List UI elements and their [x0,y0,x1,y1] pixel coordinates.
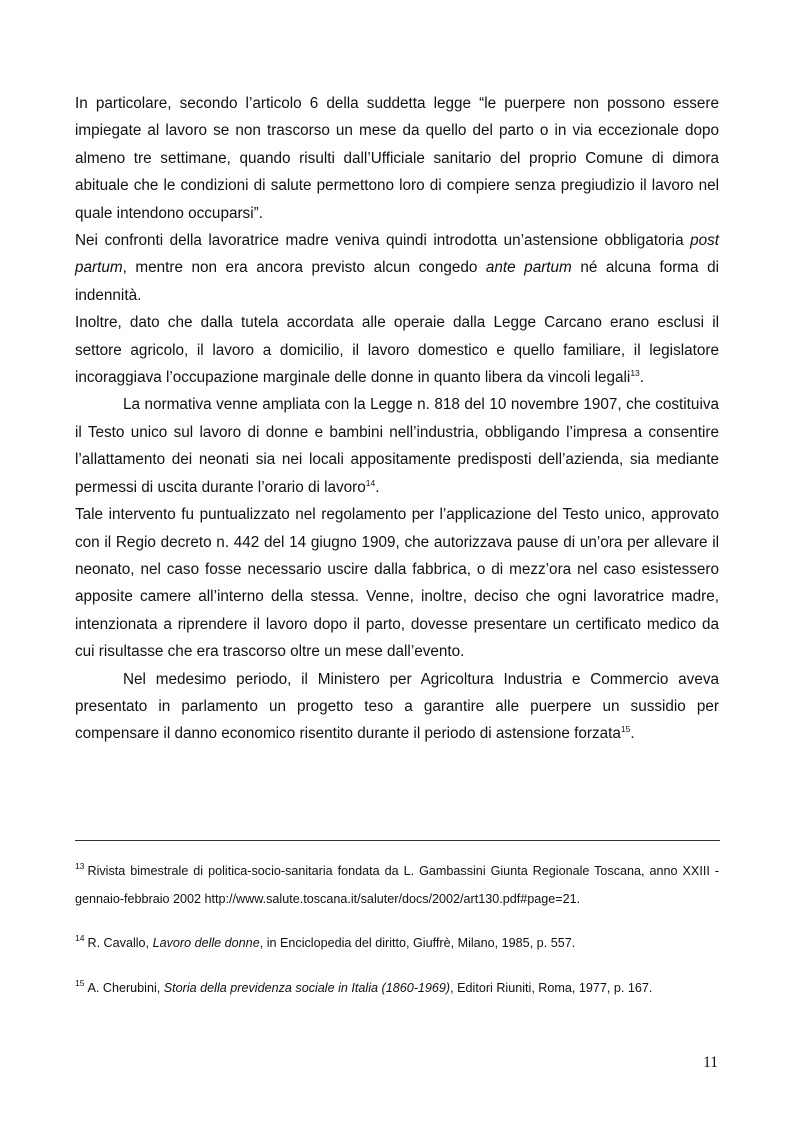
footnote-publication: , Editori Riuniti, Roma, 1977, p. 167. [450,980,653,995]
footnote-ref-13[interactable]: 13 [630,368,640,379]
main-text [75,90,719,748]
footnote-13 [75,858,719,913]
footnote-ref-15[interactable]: 15 [620,724,631,735]
paragraph-2-text-a: Nei confronti della lavoratrice madre veniva quindi introdotta un’astensione obbligatoria [75,232,691,250]
footnote-14 [75,930,719,958]
paragraph-4-end: . [375,478,380,496]
footnote-ref-14[interactable]: 14 [365,477,376,488]
footnote-text: Rivista bimestrale di politica-socio-sanitaria fondata da L. Gambassini Giunta Regionale Toscana, anno XXIII - gennaio-febbraio 2002 http://www.salute.toscana.it/saluter/docs/2002/art130.pdf#page=21. [75,864,719,906]
post-partum-term: post partum [75,232,719,277]
footnote-number: 13 [75,861,85,871]
ante-partum-term: ante partum [485,259,572,277]
footnote-author: A. Cherubini, [87,980,164,995]
paragraph-5: Tale intervento fu puntualizzato nel regolamento per l’applicazione del Testo unico, approvato con il Regio decreto n. 442 del 14 giugno 1909, che autorizzava pause di un’ora per allevare il neonato, nel caso fosse necessario uscire dalla fabbrica, o di mezz’ora nel caso esistessero apposite camere all’interno della stessa. Venne, inoltre, deciso che ogni lavoratrice madre, intenzionata a riprendere il lavoro dopo il parto, dovesse presentare un certificato medico da cui risultasse che era trascorso oltre un mese dall’evento. [75,506,719,661]
page-number: 11 [703,1054,718,1071]
paragraph-2 [75,227,719,309]
paragraph-3 [75,309,719,391]
footnote-15 [75,975,719,1003]
paragraph-4-text: La normativa venne ampliata con la Legge n. 818 del 10 novembre 1907, che costituiva il Testo unico sul lavoro di donne e bambini nell’industria, obbligando l’impresa a consentire l’allattamento dei neonati sia nei locali appositamente predisposti dell’azienda, sia mediante permessi di uscita durante l’orario di lavoro [75,396,719,496]
paragraph-3-end: . [639,369,645,387]
paragraph-6-text: Nel medesimo periodo, il Ministero per Agricoltura Industria e Commercio aveva presentato in parlamento un progetto teso a garantire alle puerpere un sussidio per compensare il danno economico risentito durante il periodo di astensione forzata [75,670,719,743]
paragraph-4 [75,391,719,501]
footnote-publication: , in Enciclopedia del diritto, Giuffrè, Milano, 1985, p. 557. [259,936,576,950]
footnotes [75,858,719,1019]
paragraph-2-text-c: , mentre non era ancora previsto alcun congedo [122,259,486,277]
paragraph-6 [75,666,719,748]
footnote-work-title: Lavoro delle donne [152,936,260,950]
footnote-work-title: Storia della previdenza sociale in Italia (1860-1969) [163,980,451,995]
footnote-number: 15 [75,977,85,988]
paragraph-1: In particolare, secondo l’articolo 6 della suddetta legge “le puerpere non possono essere impiegate al lavoro se non trascorso un mese da quello del parto o in via eccezionale dopo almeno tre settimane, quando risulti dall’Ufficiale sanitario del proprio Comune di dimora abituale che le condizioni di salute permettono loro di compiere senza pregiudizio il lavoro nel quale intendono occuparsi”. [75,95,719,222]
footnote-separator [75,840,720,841]
footnote-author: R. Cavallo, [87,936,153,950]
footnote-number: 14 [75,933,85,943]
paragraph-2-text-e: né alcuna forma di indennità. [75,259,719,304]
paragraph-3-text: Inoltre, dato che dalla tutela accordata alle operaie dalla Legge Carcano erano esclusi il settore agricolo, il lavoro a domicilio, il lavoro domestico e quello familiare, il legislatore incoraggiava l’occupazione marginale delle donne in quanto libera da vincoli legali [75,314,719,387]
paragraph-6-end: . [630,725,635,743]
